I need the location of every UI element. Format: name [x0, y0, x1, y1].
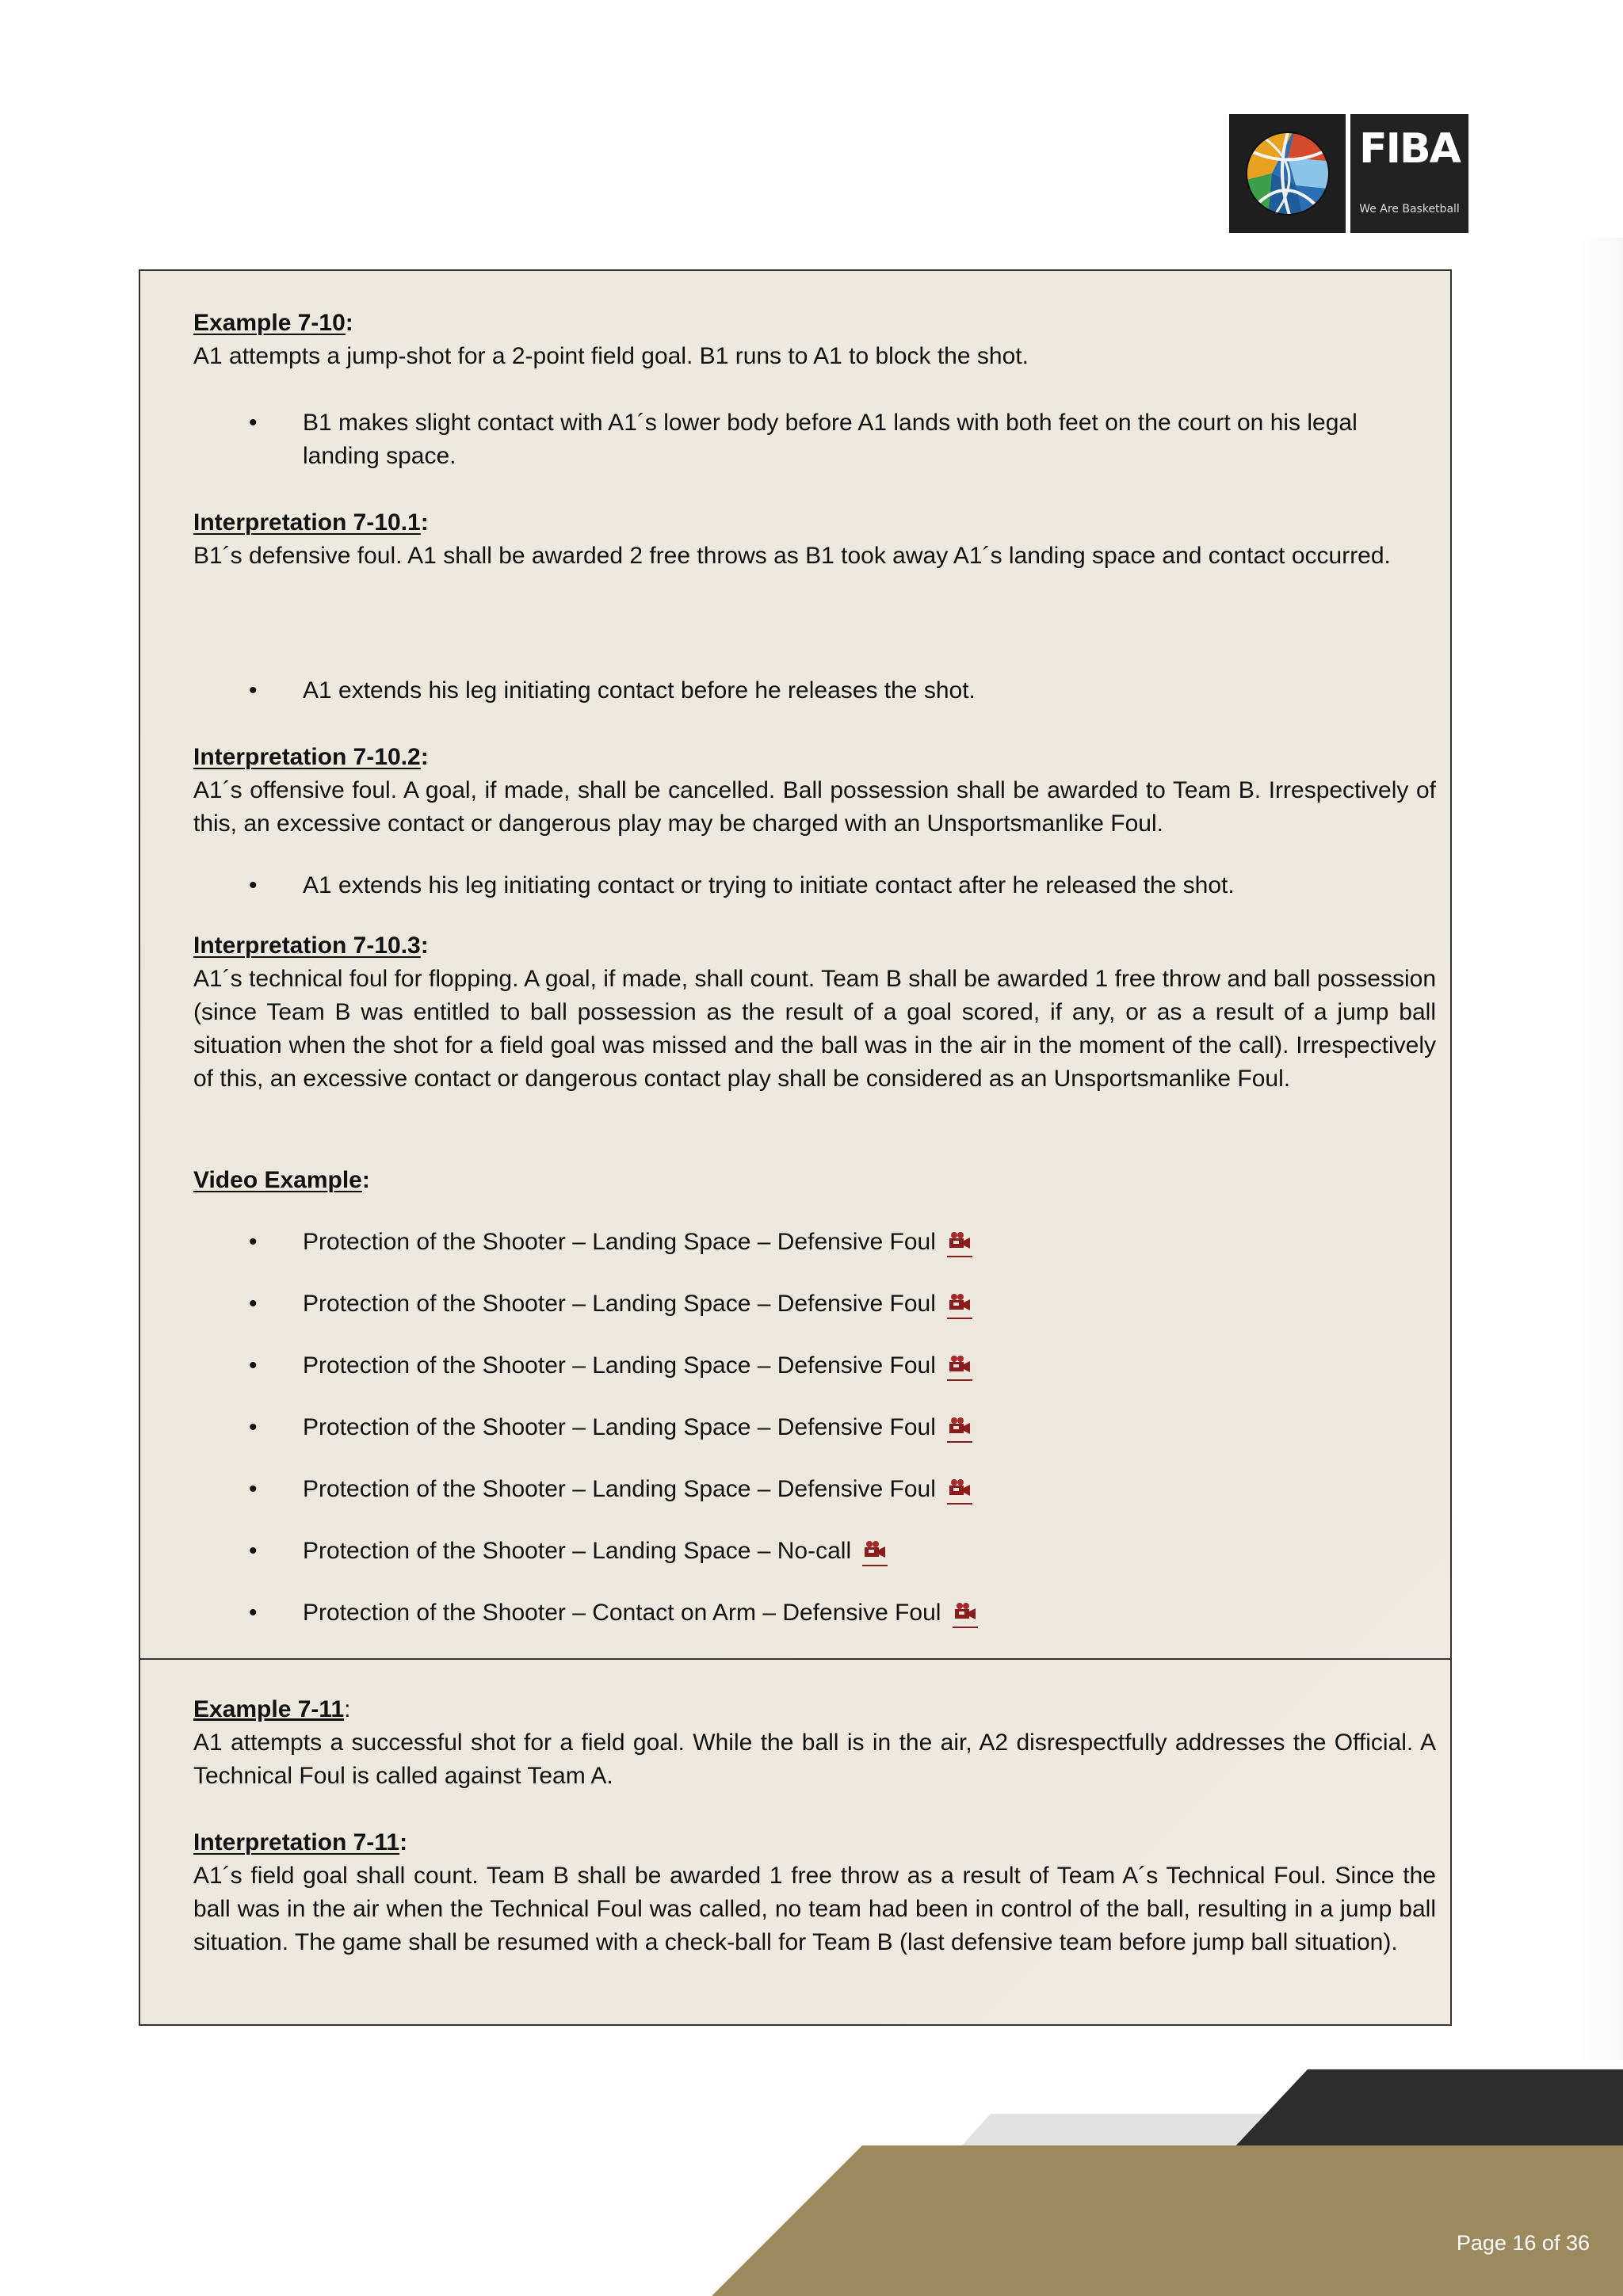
video-link-label[interactable]: Protection of the Shooter – Contact on Arm – Defensive Foul [303, 1600, 941, 1626]
example-7-10-heading: Example 7-10: [193, 310, 353, 336]
bullet-dot: • [249, 1414, 258, 1440]
video-link-label[interactable]: Protection of the Shooter – Landing Space – No-call [303, 1538, 852, 1564]
video-link-label[interactable]: Protection of the Shooter – Landing Space – Defensive Foul [303, 1229, 936, 1255]
logo-tagline: We Are Basketball [1359, 203, 1460, 215]
example-7-11-heading: Example 7-11: [193, 1696, 351, 1722]
interpretation-7-11-heading: Interpretation 7-11: [193, 1829, 408, 1855]
bullet-dot: • [249, 1291, 258, 1317]
bullet-dot: • [249, 410, 258, 436]
bullet-1-text: B1 makes slight contact with A1´s lower body before A1 lands with both feet on the court on his legal landing space. [303, 410, 1358, 469]
page-number: Page 16 of 36 [1456, 2231, 1590, 2255]
interpretation-7-10-3-heading: Interpretation 7-10.3: [193, 933, 429, 959]
video-example-heading: Video Example: [193, 1167, 370, 1193]
bullet-3-text: A1 extends his leg initiating contact or trying to initiate contact after he released the shot. [303, 872, 1235, 898]
example-7-11-intro: A1 attempts a successful shot for a field goal. While the ball is in the air, A2 disrespectfully addresses the Official. A Technical Foul is called against Team A. [193, 1730, 1436, 1789]
interpretation-7-10-2-heading: Interpretation 7-10.2: [193, 744, 429, 770]
example-7-10-intro: A1 attempts a jump-shot for a 2-point field goal. B1 runs to A1 to block the shot. [193, 343, 1029, 369]
bullet-dot: • [249, 1352, 258, 1379]
bullet-dot: • [249, 1229, 258, 1255]
bullet-dot: • [249, 1538, 258, 1564]
footer-dark-band [1233, 2069, 1623, 2149]
footer-light-band [959, 2114, 1268, 2149]
bullet-dot: • [249, 677, 258, 704]
bullet-dot: • [249, 872, 258, 898]
interpretation-7-11-text: A1´s field goal shall count. Team B shall be awarded 1 free throw as a result of Team A´s Technical Foul. Since the ball was in the air when the Technical Foul was called, no team had been in control of the ball, resulting in a jump ball situation. The game shall be resumed with a check-ball for Team B (last defensive team before jump ball situation). [193, 1863, 1436, 1955]
logo-word: FIBA [1359, 125, 1460, 173]
interpretation-7-10-1-heading: Interpretation 7-10.1: [193, 509, 429, 536]
footer-gold-band [712, 2145, 1623, 2296]
bullet-2-text: A1 extends his leg initiating contact before he releases the shot. [303, 677, 976, 704]
interpretation-7-10-2-text: A1´s offensive foul. A goal, if made, shall be cancelled. Ball possession shall be awarded to Team B. Irrespectively of this, an excessive contact or dangerous play may be charged with an Unsportsmanlike Foul. [193, 777, 1436, 837]
video-link-label[interactable]: Protection of the Shooter – Landing Space – Defensive Foul [303, 1352, 936, 1379]
video-link-label[interactable]: Protection of the Shooter – Landing Space – Defensive Foul [303, 1291, 936, 1317]
video-link-label[interactable]: Protection of the Shooter – Landing Space – Defensive Foul [303, 1476, 936, 1502]
bullet-dot: • [249, 1476, 258, 1502]
video-link-label[interactable]: Protection of the Shooter – Landing Space – Defensive Foul [303, 1414, 936, 1440]
interpretation-7-10-1-text: B1´s defensive foul. A1 shall be awarded 2 free throws as B1 took away A1´s landing space and contact occurred. [193, 543, 1391, 569]
bullet-dot: • [249, 1600, 258, 1626]
interpretation-7-10-3-text: A1´s technical foul for flopping. A goal, if made, shall count. Team B shall be awarded 1 free throw and ball possession (since Team B was entitled to ball possession as the result of a goal scored, if any, or as a result of a jump ball situation when the shot for a field goal was missed and the ball was in the air in the moment of the call). Irrespectively of this, an excessive contact or dangerous contact play shall be considered as an Unsportsmanlike Foul. [193, 966, 1436, 1092]
